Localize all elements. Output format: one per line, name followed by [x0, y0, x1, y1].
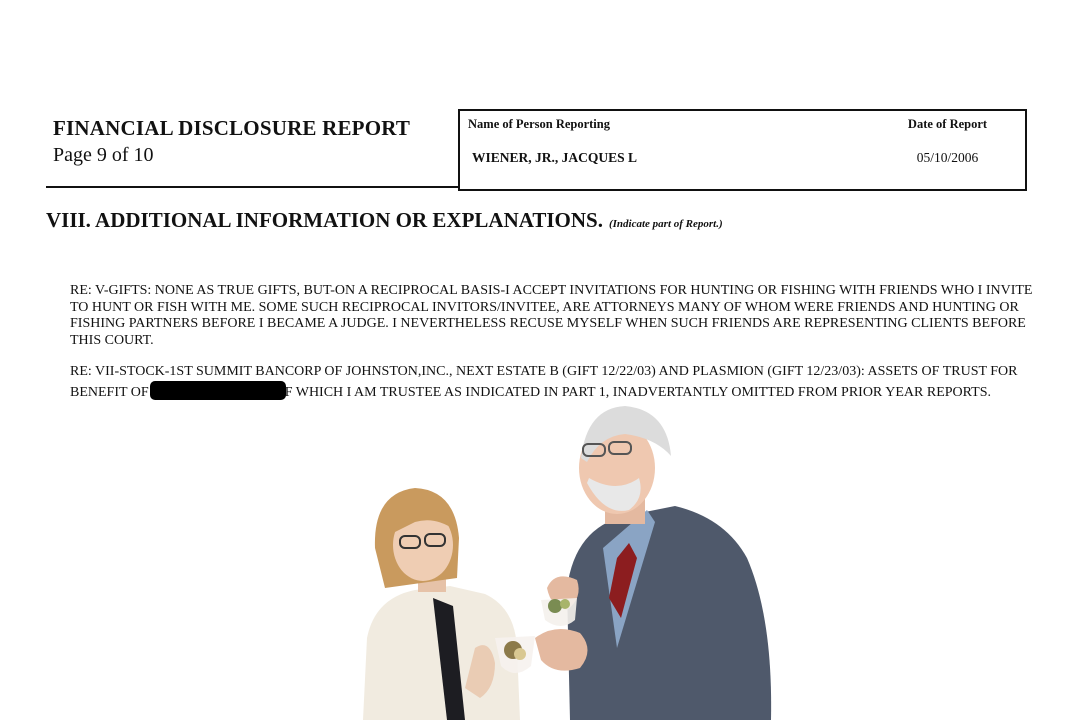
header-divider [46, 186, 460, 188]
name-value: WIENER, JR., JACQUES L [472, 150, 638, 165]
name-label: Name of Person Reporting [468, 117, 610, 131]
page-number: Page 9 of 10 [53, 144, 154, 166]
date-of-report-box [870, 109, 1027, 191]
report-title: FINANCIAL DISCLOSURE REPORT [53, 116, 411, 140]
explanation-stock-text-end: F WHICH I AM TRUSTEE AS INDICATED IN PART 1, INADVERTANTLY OMITTED FROM PRIOR YEAR REPORTS. [284, 384, 991, 400]
photo-two-people [355, 398, 785, 720]
woman-figure [363, 488, 535, 720]
date-value: 05/10/2006 [916, 150, 979, 165]
section-heading-text: VIII. ADDITIONAL INFORMATION OR EXPLANATIONS. [46, 208, 603, 232]
man-figure [535, 406, 771, 720]
section-note: (Indicate part of Report.) [608, 218, 723, 230]
redaction-bar [150, 381, 286, 400]
section-heading [46, 208, 723, 233]
explanation-stock [70, 364, 1035, 401]
date-label: Date of Report [907, 117, 988, 131]
explanation-gifts: RE: V-GIFTS: NONE AS TRUE GIFTS, BUT-ON A RECIPROCAL BASIS-I ACCEPT INVITATIONS FOR HUNTING OR FISHING WITH FRIENDS WHO I INVITE TO HUNT OR FISH WITH ME. SOME SUCH RECIPROCAL INVITORS/INVITEE, ARE ATTORNEYS MANY OF WHOM WERE FRIENDS AND HUNTING OR FISHING PARTNERS BEFORE I BECAME A JUDGE. I NEVERTHELESS RECUSE MYSELF WHEN SUCH FRIENDS ARE REPRESENTING CLIENTS BEFORE THIS COURT. [70, 283, 1033, 348]
name-of-person-box [458, 109, 874, 191]
explanation-stock-text-start: RE: VII-STOCK-1ST SUMMIT BANCORP OF JOHNSTON,INC., NEXT ESTATE B (GIFT 12/22/03) AND PLASMION (GIFT 12/23/03): ASSETS OF TRUST FOR BENEFIT OF [70, 364, 1018, 400]
